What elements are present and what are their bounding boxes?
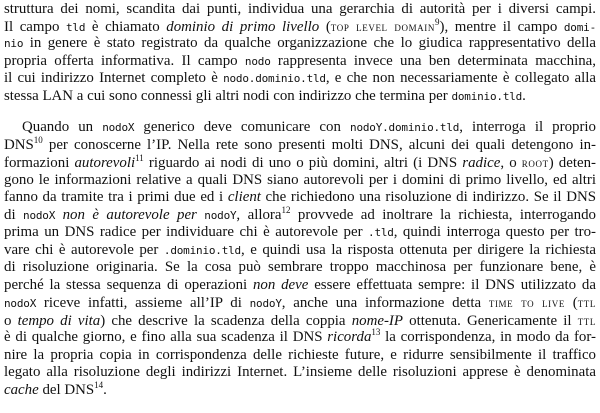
small-caps-term: ttl <box>577 295 596 310</box>
italic-term: ricorda <box>327 329 372 345</box>
footnote-marker: 11 <box>135 153 144 163</box>
text-line <box>4 137 596 154</box>
text-run: , interroga il proprio <box>459 119 597 135</box>
text-run: Il campo <box>4 19 66 35</box>
text-line <box>4 382 596 399</box>
text-run: il cui indirizzo Internet completo è <box>4 70 224 86</box>
text-run: , allora <box>236 207 282 223</box>
text-run: vare chi è autorevole per <box>4 242 164 258</box>
text-line <box>4 189 596 206</box>
text-line <box>4 224 596 241</box>
text-run: perché la stessa sequenza di operazioni <box>4 277 253 293</box>
text-line <box>22 119 596 136</box>
footnote-marker: 10 <box>33 135 43 145</box>
text-run: ( <box>319 19 331 35</box>
code-term: .tld <box>368 226 394 239</box>
text-run: ) che descrive la scadenza della coppia <box>100 313 352 329</box>
italic-term: non è autorevole per <box>62 207 197 223</box>
text-line <box>4 329 596 346</box>
text-line <box>4 53 596 70</box>
text-run: ( <box>564 295 578 311</box>
text-run: stessa LAN a cui sono connessi gli altri nodi con indirizzo che termina per <box>4 88 452 104</box>
text-run: DNS <box>4 137 34 153</box>
text-line <box>4 294 596 312</box>
text-run: , o <box>500 155 522 171</box>
text-run: è di qualche giorno, e fino alla sua scadenza il DNS <box>4 329 328 345</box>
text-line <box>4 242 596 259</box>
text-run: ), mentre il campo <box>439 19 564 35</box>
text-line <box>4 364 596 381</box>
code-term: nodo <box>244 55 271 68</box>
footnote-marker: 9 <box>434 17 440 27</box>
text-run: riceve infatti, assieme all’IP di <box>36 295 250 311</box>
text-run: è chiamato <box>85 19 167 35</box>
text-line <box>4 88 596 105</box>
code-term: tld <box>65 21 86 34</box>
text-run: generico deve comunicare con <box>134 119 351 135</box>
small-caps-term: root <box>521 155 549 170</box>
italic-term: tempo di vita <box>17 313 101 329</box>
text-line <box>4 35 596 52</box>
code-term: nodo.dominio.tld <box>223 72 326 85</box>
text-run: gono le informazioni relative a quali DNS siano autorevoli per i domini di primo livello, ed altri <box>4 172 596 188</box>
italic-term: nome-IP <box>351 313 403 329</box>
italic-term: cache <box>4 382 39 398</box>
code-term: nodoY.dominio.tld <box>350 121 460 134</box>
text-run: Quando un <box>22 119 103 135</box>
text-run: in genere è stato registrato da qualche organizzazione che lo giudica rappresentativo della <box>23 35 596 51</box>
text-run: legato alla risoluzione degli indirizzi Internet. L’insieme delle risoluzioni apprese è denominata <box>4 364 596 380</box>
text-run: . <box>522 88 526 104</box>
code-term: nodoX <box>102 121 135 134</box>
text-line <box>4 312 596 330</box>
code-term: dominio.tld <box>451 90 523 103</box>
text-run: , e che non necessariamente è collegato alla <box>325 70 596 86</box>
text-run: formazioni <box>4 155 75 171</box>
text-run: di <box>4 207 24 223</box>
text-run <box>55 207 62 223</box>
text-run: che richiedono una risoluzione di indirizzo. Se il DNS <box>260 189 596 205</box>
italic-term: radice <box>462 155 501 171</box>
text-line <box>4 347 596 364</box>
code-term: nodoX <box>23 209 56 222</box>
text-run: riguardo ai nodi di uno o più domini, altri (i DNS <box>143 155 463 171</box>
text-run: , e quindi usa la risposta ottenuta per dirigere la richiesta <box>240 242 596 258</box>
footnote-marker: 13 <box>371 327 381 337</box>
code-term: nodoY <box>204 209 237 222</box>
text-line <box>4 207 596 224</box>
small-caps-term: ttl <box>577 313 596 328</box>
text-run: del DNS <box>38 382 95 398</box>
text-run: nire la propria copia in corrispondenza delle richieste future, e ridurre sensibilmente il traffico <box>4 347 596 363</box>
text-line <box>4 1 596 18</box>
code-term: .dominio.tld <box>163 244 241 257</box>
text-run: , quindi interroga questo per tro- <box>393 224 597 240</box>
small-caps-term: top level domain <box>330 19 435 34</box>
text-line <box>4 259 596 276</box>
text-run: ) deten- <box>548 155 596 171</box>
text-run: per conoscerne l’IP. Nella rete sono presenti molti DNS, alcuni dei quali detengono in- <box>42 137 596 153</box>
code-term: domi- <box>563 21 596 34</box>
text-run: di risoluzione originaria. Se la cosa può sembrare troppo macchinosa per funzionare bene, è <box>4 259 596 275</box>
small-caps-term: time to live <box>488 295 565 310</box>
text-run: propria offerta informativa. Il campo <box>4 53 245 69</box>
text-run: rappresenta invece una ben determinata macchina, <box>270 53 596 69</box>
italic-term: dominio di primo livello <box>166 19 320 35</box>
italic-term: non deve <box>252 277 309 293</box>
code-term: nodoX <box>4 297 37 310</box>
text-run: provvede ad inoltrare la richiesta, interrogando <box>290 207 596 223</box>
code-term: nio <box>4 37 24 50</box>
footnote-marker: 14 <box>94 380 104 390</box>
text-line <box>4 18 596 36</box>
text-run: o <box>4 313 18 329</box>
text-run: essere effettuata sempre: il DNS utilizzato da <box>308 277 596 293</box>
text-run: . <box>103 382 107 398</box>
text-line <box>4 70 596 87</box>
footnote-marker: 12 <box>281 205 291 215</box>
code-term: nodoY <box>249 297 282 310</box>
text-run: ottenuta. Genericamente il <box>402 313 578 329</box>
text-run: la corrispondenza, in modo da for- <box>380 329 596 345</box>
text-line <box>4 154 596 172</box>
text-run: struttura dei nomi, scandita dai punti, individua una gerarchia di autorità per i diversi campi. <box>4 1 596 17</box>
italic-term: client <box>227 189 261 205</box>
italic-term: autorevoli <box>74 155 136 171</box>
text-line <box>4 277 596 294</box>
text-run: prima un DNS radice per individuare chi è autorevole per <box>4 224 369 240</box>
text-line <box>4 172 596 189</box>
text-run: fanno da tramite tra i primi due ed i <box>4 189 228 205</box>
text-run: , anche una informazione detta <box>281 295 489 311</box>
